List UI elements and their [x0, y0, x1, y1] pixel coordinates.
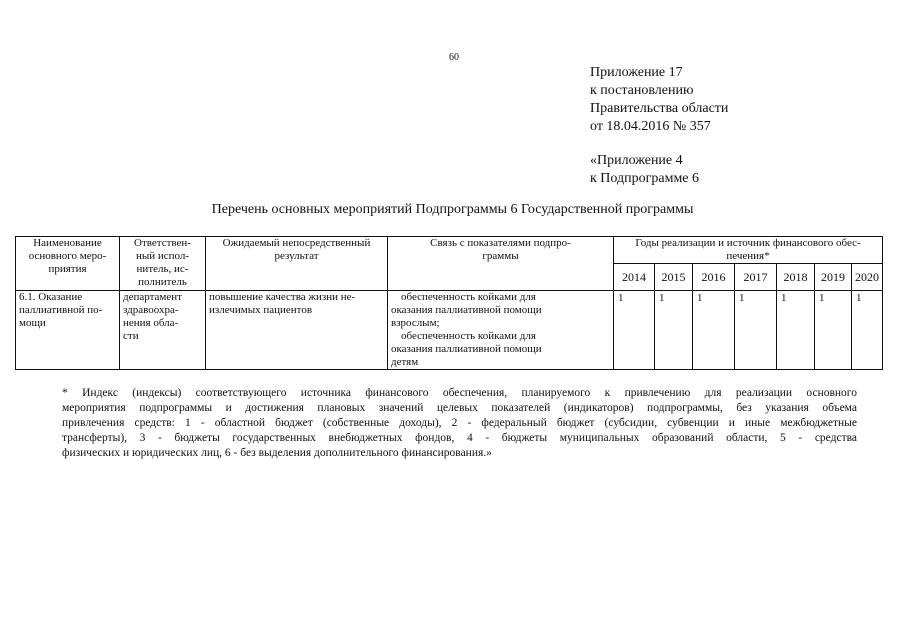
measures-table — [15, 236, 883, 370]
appendix-line: от 18.04.2016 № 357 — [590, 119, 711, 134]
cell-line: паллиативной по- — [19, 304, 103, 316]
appendix-line: к постановлению — [590, 83, 694, 98]
header-line: Ответствен- — [134, 237, 191, 249]
cell-line: детям — [391, 356, 419, 368]
header-line: приятия — [48, 263, 87, 275]
cell-responsible — [120, 291, 206, 370]
footnote-line: привлечения средств: 1 - областной бюджет (собственные доходы), 2 - федеральный бюджет (субсидии, субвенции и иные межбюджетные — [62, 417, 857, 429]
cell-line: нения обла- — [123, 317, 179, 329]
cell-line: излечимых пациентов — [209, 304, 313, 316]
header-indicators-link — [388, 237, 614, 291]
table-row — [16, 291, 883, 370]
header-lines — [123, 237, 202, 289]
header-line: Ожидаемый непосредственный — [222, 237, 371, 249]
year-header: 2014 — [614, 264, 655, 291]
header-line: Годы реализации и источник финансового обес- — [635, 237, 861, 249]
cell-year-2018: 1 — [777, 291, 815, 370]
cell-line: 6.1. Оказание — [19, 291, 83, 303]
header-line: Связь с показателями подпро- — [430, 237, 571, 249]
footnote — [62, 386, 857, 461]
footnote-line: физических и юридических лиц, 6 - без выделения дополнительного финансирования.» — [62, 447, 492, 459]
page-number: 60 — [449, 52, 459, 63]
header-line: результат — [274, 250, 319, 262]
cell-line: обеспеченность койками для — [401, 330, 536, 342]
indicator-item — [391, 291, 610, 330]
cell-lines — [19, 291, 116, 330]
table-header-row — [16, 237, 883, 264]
appendix-line: Приложение 17 — [590, 65, 683, 80]
footnote-line: * Индекс (индексы) соответствующего источника финансового обеспечения, планируемого к привлечению для реализации основного — [62, 387, 857, 399]
header-lines — [209, 237, 384, 263]
header-line: Наименование — [33, 237, 102, 249]
cell-line: оказания паллиативной помощи — [391, 304, 542, 316]
cell-year-2017: 1 — [735, 291, 777, 370]
header-line: печения* — [726, 250, 770, 262]
year-header: 2020 — [852, 264, 883, 291]
appendix-line: «Приложение 4 — [590, 153, 683, 168]
appendix-line: к Подпрограмме 6 — [590, 171, 700, 186]
cell-expected-result — [206, 291, 388, 370]
indicator-item — [391, 330, 610, 369]
cell-year-2015: 1 — [655, 291, 693, 370]
footnote-line: трансферты), 3 - бюджеты государственных внебюджетных фондов, 4 - бюджеты муниципальных образований области, 5 - средства — [62, 432, 857, 444]
cell-lines — [123, 291, 202, 343]
cell-year-2019: 1 — [815, 291, 852, 370]
cell-year-2016: 1 — [693, 291, 735, 370]
cell-line: оказания паллиативной помощи — [391, 343, 542, 355]
footnote-line: мероприятия подпрограммы и достижения плановых значений целевых показателей (индикаторов) подпрограммы, без указания объема — [62, 402, 857, 414]
cell-line: обеспеченность койками для — [401, 291, 536, 303]
cell-year-2020: 1 — [852, 291, 883, 370]
header-line: нитель, ис- — [136, 263, 189, 275]
header-responsible — [120, 237, 206, 291]
cell-line: мощи — [19, 317, 46, 329]
cell-line: взрослым; — [391, 317, 440, 329]
appendix-header — [590, 64, 728, 188]
appendix-line: Правительства области — [590, 101, 729, 116]
document-title: Перечень основных мероприятий Подпрограммы 6 Государственной программы — [211, 202, 694, 217]
cell-indicators-link — [388, 291, 614, 370]
appendix-spacer — [590, 136, 728, 152]
header-line: полнитель — [138, 276, 187, 288]
year-header: 2017 — [735, 264, 777, 291]
header-years-financing — [614, 237, 883, 264]
year-header: 2016 — [693, 264, 735, 291]
header-lines — [19, 237, 116, 276]
header-line: ный испол- — [135, 250, 190, 262]
year-header: 2018 — [777, 264, 815, 291]
year-header: 2019 — [815, 264, 852, 291]
cell-year-2014: 1 — [614, 291, 655, 370]
header-lines — [617, 237, 879, 263]
cell-line: здравоохра- — [123, 304, 179, 316]
year-header: 2015 — [655, 264, 693, 291]
cell-line: департамент — [123, 291, 182, 303]
cell-line: сти — [123, 330, 139, 342]
cell-lines — [209, 291, 384, 317]
cell-line: повышение качества жизни не- — [209, 291, 356, 303]
header-name — [16, 237, 120, 291]
header-result — [206, 237, 388, 291]
header-line: граммы — [482, 250, 519, 262]
cell-measure-name — [16, 291, 120, 370]
header-line: основного меро- — [28, 250, 107, 262]
header-lines — [391, 237, 610, 263]
